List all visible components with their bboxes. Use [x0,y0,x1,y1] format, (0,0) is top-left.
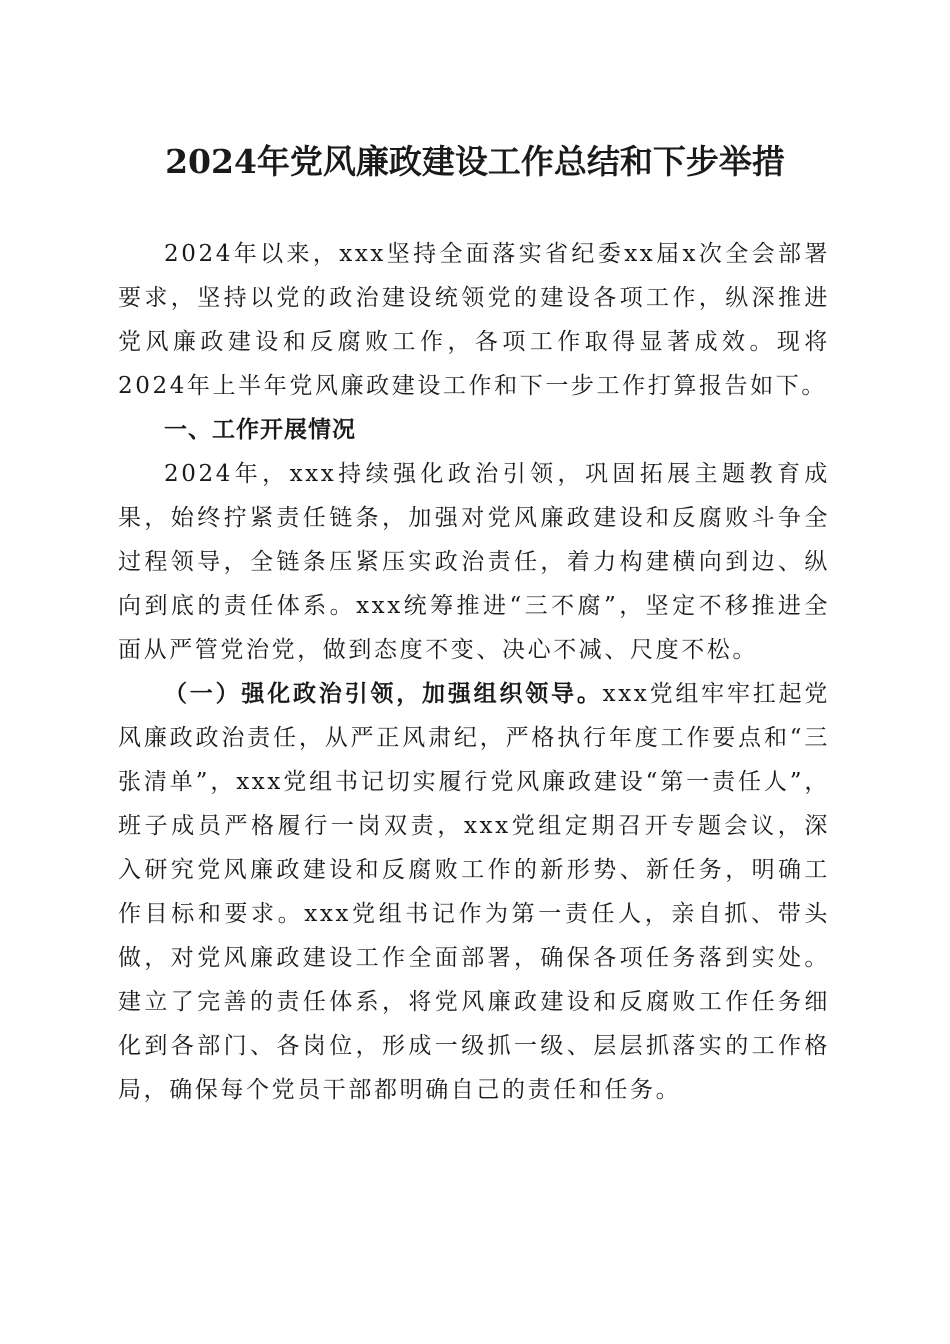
document-body [118,232,830,1112]
subsection-1-body: xxx党组牢牢扛起党风廉政政治责任，从严正风肃纪，严格执行年度工作要点和“三张清单”，xxx党组书记切实履行党风廉政建设“第一责任人”，班子成员严格履行一岗双责，xxx党组定期召开专题会议，深入研究党风廉政建设和反腐败工作的新形势、新任务，明确工作目标和要求。xxx党组书记作为第一责任人，亲自抓、带头做，对党风廉政建设工作全面部署，确保各项任务落到实处。建立了完善的责任体系，将党风廉政建设和反腐败工作任务细化到各部门、各岗位，形成一级抓一级、层层抓落实的工作格局，确保每个党员干部都明确自己的责任和任务。 [118,681,830,1103]
document-title: 2024年党风廉政建设工作总结和下步举措 [165,142,785,181]
subsection-1-lead: （一）强化政治引领，加强组织领导。 [164,680,603,707]
section-heading-1: 一、工作开展情况 [164,417,356,443]
section-1-paragraph: 2024年，xxx持续强化政治引领，巩固拓展主题教育成果，始终拧紧责任链条，加强对党风廉政建设和反腐败斗争全过程领导，全链条压紧压实政治责任，着力构建横向到边、纵向到底的责任体系。xxx统筹推进“三不腐”，坚定不移推进全面从严管党治党，做到态度不变、决心不减、尺度不松。 [118,461,830,663]
intro-paragraph: 2024年以来，xxx坚持全面落实省纪委xx届x次全会部署要求，坚持以党的政治建设统领党的建设各项工作，纵深推进党风廉政建设和反腐败工作，各项工作取得显著成效。现将2024年上半年党风廉政建设工作和下一步工作打算报告如下。 [118,241,830,399]
subsection-1-paragraph [118,672,830,1112]
